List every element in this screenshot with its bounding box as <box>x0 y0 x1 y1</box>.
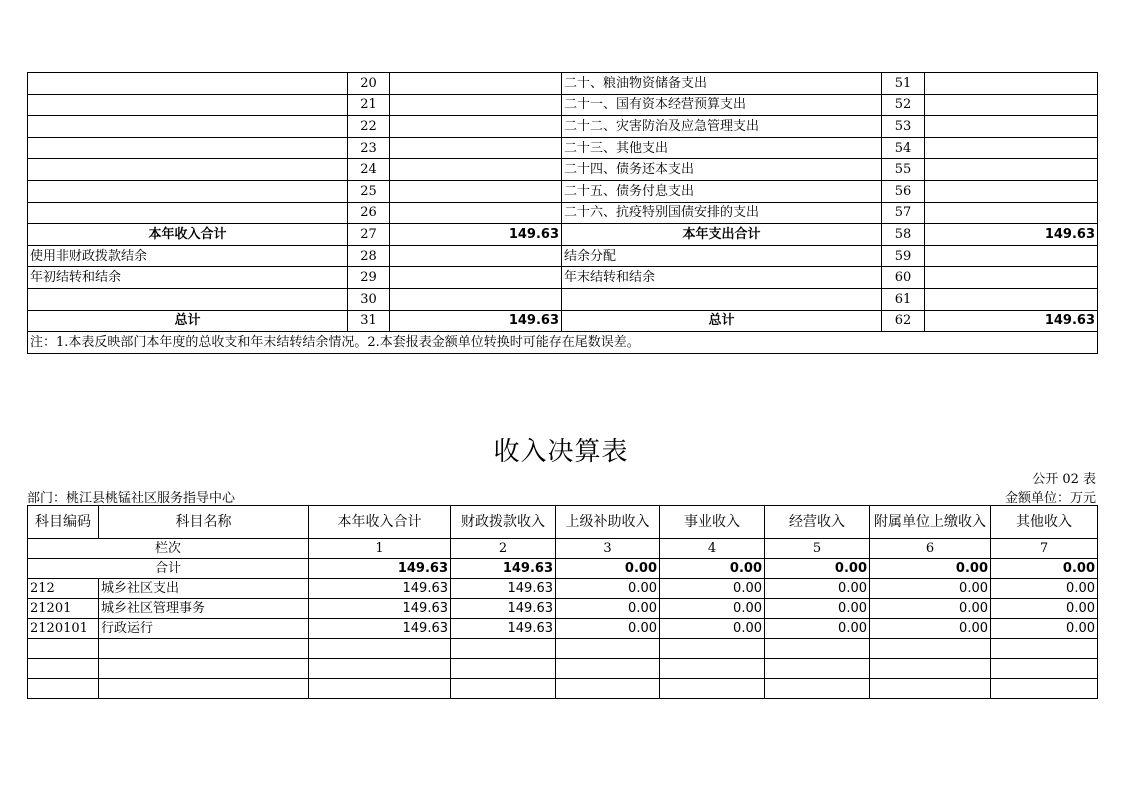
income-amount <box>390 202 562 224</box>
income-item-label: 本年收入合计 <box>28 224 348 246</box>
table-row <box>28 619 1098 639</box>
row-number: 31 <box>348 310 390 332</box>
header-cell: 科目名称 <box>99 506 309 539</box>
row-number: 62 <box>882 310 925 332</box>
empty-row <box>28 659 1098 679</box>
income-item-label <box>28 73 348 95</box>
expense-item-label <box>562 288 882 310</box>
amount-cell: 0.00 <box>765 579 870 599</box>
total-value: 0.00 <box>870 559 991 579</box>
subject-code: 2120101 <box>28 619 99 639</box>
column-number: 6 <box>870 539 991 559</box>
expense-item-label: 结余分配 <box>562 245 882 267</box>
income-amount <box>390 267 562 289</box>
expense-amount <box>925 116 1098 138</box>
amount-cell: 149.63 <box>451 599 556 619</box>
row-number: 30 <box>348 288 390 310</box>
summary-row <box>28 224 1098 246</box>
empty-row <box>28 679 1098 699</box>
income-item-label <box>28 137 348 159</box>
total-row <box>28 559 1098 579</box>
income-amount <box>390 245 562 267</box>
total-value: 0.00 <box>556 559 660 579</box>
header-cell: 本年收入合计 <box>309 506 451 539</box>
income-item-label <box>28 180 348 202</box>
header-cell: 科目编码 <box>28 506 99 539</box>
empty-cell <box>309 679 451 699</box>
empty-cell <box>451 639 556 659</box>
total-value: 0.00 <box>660 559 765 579</box>
empty-cell <box>765 659 870 679</box>
income-amount <box>390 73 562 95</box>
amount-cell: 149.63 <box>451 579 556 599</box>
income-item-label: 总计 <box>28 310 348 332</box>
amount-cell: 0.00 <box>660 619 765 639</box>
summary-row <box>28 180 1098 202</box>
department-label: 部门：桃江县桃锰社区服务指导中心 <box>27 491 236 506</box>
expense-item-label: 二十四、债务还本支出 <box>562 159 882 181</box>
row-number: 60 <box>882 267 925 289</box>
row-number: 27 <box>348 224 390 246</box>
expense-amount <box>925 73 1098 95</box>
column-number: 3 <box>556 539 660 559</box>
row-number: 28 <box>348 245 390 267</box>
empty-row <box>28 639 1098 659</box>
summary-row <box>28 267 1098 289</box>
empty-cell <box>309 659 451 679</box>
expense-item-label: 二十六、抗疫特别国债安排的支出 <box>562 202 882 224</box>
income-amount <box>390 180 562 202</box>
amount-cell: 149.63 <box>451 619 556 639</box>
amount-cell: 0.00 <box>991 619 1098 639</box>
empty-cell <box>556 659 660 679</box>
empty-cell <box>765 679 870 699</box>
income-amount <box>390 159 562 181</box>
expense-item-label: 二十一、国有资本经营预算支出 <box>562 94 882 116</box>
subject-name: 行政运行 <box>99 619 309 639</box>
expense-item-label: 二十三、其他支出 <box>562 137 882 159</box>
table-row <box>28 579 1098 599</box>
unit-label: 金额单位：万元 <box>1004 491 1096 506</box>
income-item-label <box>28 94 348 116</box>
total-value: 149.63 <box>309 559 451 579</box>
row-number: 52 <box>882 94 925 116</box>
income-item-label <box>28 202 348 224</box>
summary-row <box>28 73 1098 95</box>
amount-cell: 149.63 <box>309 579 451 599</box>
column-number: 4 <box>660 539 765 559</box>
empty-cell <box>765 639 870 659</box>
row-number: 20 <box>348 73 390 95</box>
header-cell: 财政拨款收入 <box>451 506 556 539</box>
expense-amount <box>925 245 1098 267</box>
row-number: 61 <box>882 288 925 310</box>
amount-cell: 0.00 <box>765 599 870 619</box>
row-number: 55 <box>882 159 925 181</box>
empty-cell <box>870 659 991 679</box>
empty-cell <box>556 639 660 659</box>
income-table <box>27 505 1098 699</box>
expense-amount <box>925 159 1098 181</box>
empty-cell <box>660 639 765 659</box>
amount-cell: 0.00 <box>556 599 660 619</box>
subject-code: 21201 <box>28 599 99 619</box>
amount-cell: 0.00 <box>870 579 991 599</box>
expense-item-label: 二十、粮油物资储备支出 <box>562 73 882 95</box>
expense-item-label: 二十五、债务付息支出 <box>562 180 882 202</box>
header-cell: 附属单位上缴收入 <box>870 506 991 539</box>
column-number: 7 <box>991 539 1098 559</box>
note-row <box>28 332 1098 354</box>
amount-cell: 0.00 <box>765 619 870 639</box>
income-item-label <box>28 288 348 310</box>
amount-cell: 0.00 <box>660 599 765 619</box>
empty-cell <box>660 659 765 679</box>
summary-row <box>28 310 1098 332</box>
expense-amount <box>925 137 1098 159</box>
empty-cell <box>660 679 765 699</box>
expense-amount: 149.63 <box>925 224 1098 246</box>
income-amount <box>390 94 562 116</box>
row-number: 23 <box>348 137 390 159</box>
row-number: 25 <box>348 180 390 202</box>
expense-amount <box>925 267 1098 289</box>
expense-amount <box>925 180 1098 202</box>
amount-cell: 0.00 <box>991 599 1098 619</box>
header-cell: 事业收入 <box>660 506 765 539</box>
expense-amount: 149.63 <box>925 310 1098 332</box>
table-row <box>28 599 1098 619</box>
amount-cell: 0.00 <box>660 579 765 599</box>
empty-cell <box>991 639 1098 659</box>
header-cell: 上级补助收入 <box>556 506 660 539</box>
amount-cell: 0.00 <box>556 619 660 639</box>
column-label: 栏次 <box>28 539 309 559</box>
row-number: 22 <box>348 116 390 138</box>
total-value: 0.00 <box>991 559 1098 579</box>
column-number: 5 <box>765 539 870 559</box>
subject-name: 城乡社区管理事务 <box>99 599 309 619</box>
summary-row <box>28 116 1098 138</box>
empty-cell <box>309 639 451 659</box>
summary-row <box>28 137 1098 159</box>
empty-cell <box>870 639 991 659</box>
column-number-row <box>28 539 1098 559</box>
row-number: 57 <box>882 202 925 224</box>
header-cell: 其他收入 <box>991 506 1098 539</box>
row-number: 51 <box>882 73 925 95</box>
row-number: 29 <box>348 267 390 289</box>
total-value: 149.63 <box>451 559 556 579</box>
amount-cell: 0.00 <box>991 579 1098 599</box>
summary-row <box>28 94 1098 116</box>
summary-row <box>28 159 1098 181</box>
total-value: 0.00 <box>765 559 870 579</box>
income-item-label: 年初结转和结余 <box>28 267 348 289</box>
table-note: 注：1.本表反映部门本年度的总收支和年末结转结余情况。2.本套报表金额单位转换时可能存在尾数误差。 <box>28 332 1098 354</box>
row-number: 53 <box>882 116 925 138</box>
header-cell: 经营收入 <box>765 506 870 539</box>
row-number: 26 <box>348 202 390 224</box>
expense-item-label: 本年支出合计 <box>562 224 882 246</box>
income-amount <box>390 137 562 159</box>
expense-item-label: 总计 <box>562 310 882 332</box>
empty-cell <box>28 679 99 699</box>
row-number: 54 <box>882 137 925 159</box>
summary-row <box>28 245 1098 267</box>
header-row <box>28 506 1098 539</box>
row-number: 21 <box>348 94 390 116</box>
income-amount <box>390 288 562 310</box>
expense-amount <box>925 288 1098 310</box>
subject-code: 212 <box>28 579 99 599</box>
amount-cell: 149.63 <box>309 619 451 639</box>
subject-name: 城乡社区支出 <box>99 579 309 599</box>
empty-cell <box>99 679 309 699</box>
expense-item-label: 年末结转和结余 <box>562 267 882 289</box>
empty-cell <box>870 679 991 699</box>
income-amount <box>390 116 562 138</box>
column-number: 1 <box>309 539 451 559</box>
row-number: 59 <box>882 245 925 267</box>
empty-cell <box>28 659 99 679</box>
empty-cell <box>556 679 660 699</box>
summary-row <box>28 288 1098 310</box>
income-item-label: 使用非财政拨款结余 <box>28 245 348 267</box>
row-number: 58 <box>882 224 925 246</box>
amount-cell: 0.00 <box>870 619 991 639</box>
amount-cell: 0.00 <box>556 579 660 599</box>
amount-cell: 0.00 <box>870 599 991 619</box>
income-amount: 149.63 <box>390 310 562 332</box>
income-item-label <box>28 116 348 138</box>
empty-cell <box>99 639 309 659</box>
summary-table <box>27 72 1098 354</box>
expense-amount <box>925 202 1098 224</box>
empty-cell <box>28 639 99 659</box>
page-title: 收入决算表 <box>493 437 629 467</box>
empty-cell <box>451 679 556 699</box>
expense-item-label: 二十二、灾害防治及应急管理支出 <box>562 116 882 138</box>
empty-cell <box>991 659 1098 679</box>
column-number: 2 <box>451 539 556 559</box>
empty-cell <box>991 679 1098 699</box>
amount-cell: 149.63 <box>309 599 451 619</box>
empty-cell <box>451 659 556 679</box>
summary-row <box>28 202 1098 224</box>
income-item-label <box>28 159 348 181</box>
empty-cell <box>99 659 309 679</box>
row-number: 24 <box>348 159 390 181</box>
row-number: 56 <box>882 180 925 202</box>
form-code: 公开 02 表 <box>1032 472 1096 487</box>
income-amount: 149.63 <box>390 224 562 246</box>
expense-amount <box>925 94 1098 116</box>
total-label: 合计 <box>28 559 309 579</box>
